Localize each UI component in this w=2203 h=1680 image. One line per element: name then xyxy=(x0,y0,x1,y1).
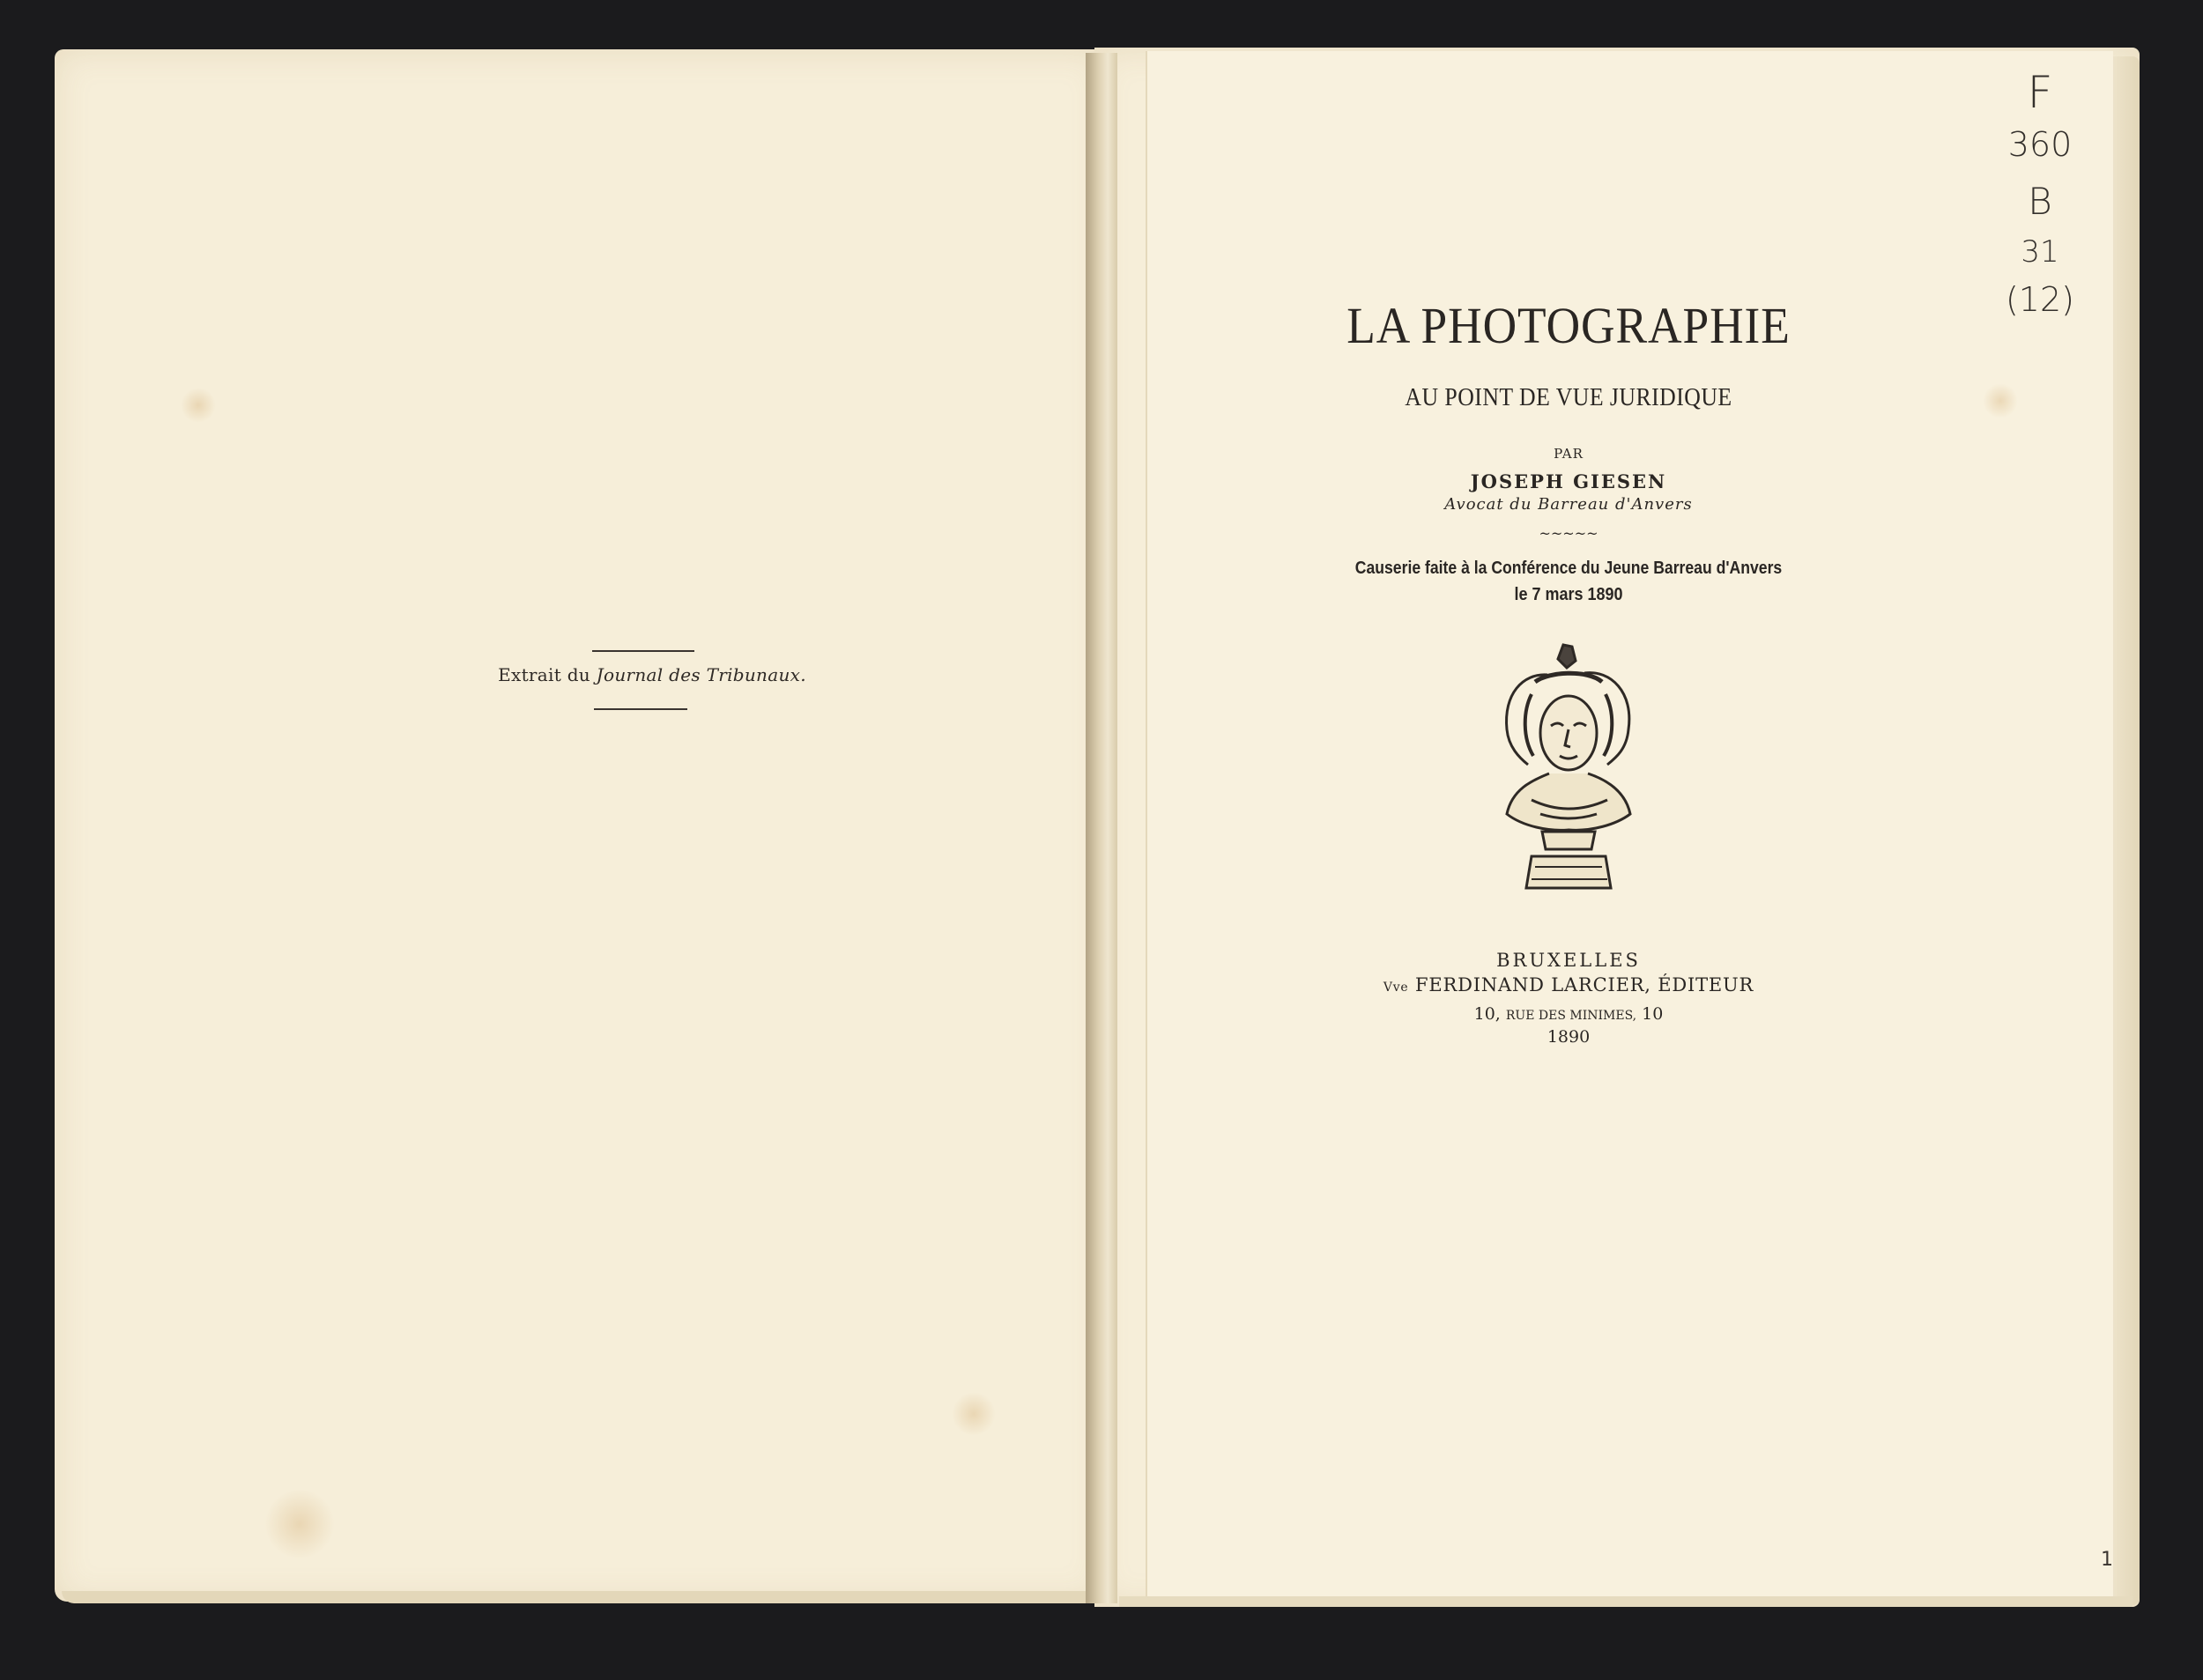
shelfmark-line-1: F xyxy=(2027,67,2053,118)
foxing-stain xyxy=(952,1392,996,1436)
extract-rule-top xyxy=(592,650,694,652)
left-page-bottom-edge xyxy=(62,1591,1093,1603)
book-spine xyxy=(1086,53,1117,1603)
publisher-prefix: Vve xyxy=(1383,981,1409,995)
left-page xyxy=(55,49,1105,1602)
bust-engraving xyxy=(1496,641,1641,899)
publisher-name: FERDINAND LARCIER, ÉDITEUR xyxy=(1408,974,1754,995)
by-label: PAR xyxy=(1554,446,1584,462)
publisher-city: BRUXELLES xyxy=(1496,950,1641,971)
extract-note xyxy=(476,664,828,685)
shelfmark-line-3: B xyxy=(2028,180,2052,223)
address-number-end: 10 xyxy=(1636,1004,1664,1024)
book-subtitle: AU POINT DE VUE JURIDIQUE xyxy=(1405,384,1732,411)
journal-name: Journal des Tribunaux. xyxy=(596,664,806,685)
lecture-date: le 7 mars 1890 xyxy=(1514,585,1623,604)
author-name: JOSEPH GIESEN xyxy=(1470,470,1667,492)
publisher-line xyxy=(1304,974,1833,995)
address-number: 10, xyxy=(1473,1004,1506,1024)
foxing-stain xyxy=(181,388,216,423)
foxing-stain xyxy=(1983,383,2018,418)
foxing-stain xyxy=(264,1489,335,1559)
author-role: Avocat du Barreau d'Anvers xyxy=(1444,495,1693,514)
right-page-bottom-edge xyxy=(1119,1596,2133,1607)
page-mark: 1 xyxy=(2101,1549,2113,1571)
shelfmark-line-2: 360 xyxy=(2007,125,2073,164)
shelfmark-line-5: (12) xyxy=(2005,280,2074,319)
publication-year: 1890 xyxy=(1547,1027,1591,1047)
book-title: LA PHOTOGRAPHIE xyxy=(1346,297,1791,354)
publisher-address xyxy=(1392,1004,1745,1024)
extract-prefix: Extrait du xyxy=(498,664,597,685)
extract-rule-bottom xyxy=(594,708,687,710)
ornament-divider: ~~~~~ xyxy=(1539,525,1598,542)
lecture-note: Causerie faite à la Conférence du Jeune Barreau d'Anvers xyxy=(1354,559,1783,578)
shelfmark-line-4: 31 xyxy=(2021,234,2059,270)
address-street: RUE DES MINIMES, xyxy=(1505,1009,1637,1023)
